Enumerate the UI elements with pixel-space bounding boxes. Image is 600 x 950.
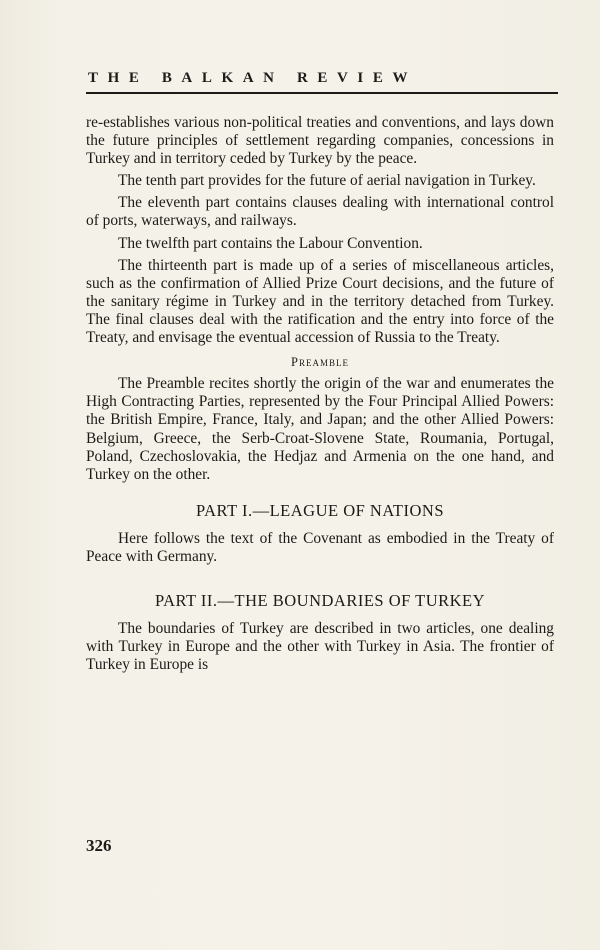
paragraph-league-of-nations: Here follows the text of the Covenant as embodied in the Treaty of Peace with Germany. (86, 529, 554, 565)
paragraph-twelfth-part: The twelfth part contains the Labour Convention. (118, 234, 423, 252)
paragraph-boundaries: The boundaries of Turkey are described in two articles, one dealing with Turkey in Europe and the other with Turkey in Asia. The frontier of Turkey in Europe is (86, 620, 554, 674)
paragraph-tenth-part: The tenth part provides for the future of aerial navigation in Turkey. (118, 172, 536, 190)
page-number: 326 (86, 836, 112, 855)
running-header: THE BALKAN REVIEW (88, 70, 418, 86)
paragraph-preamble: The Preamble recites shortly the origin of the war and enumerates the High Contracting Parties, represented by the Four Principal Allied Powers: the British Empire, France, Italy, and Japan; and the other Allied Powers: Belgium, Greece, the Serb-Croat-Slovene State, Roumania, Portugal, Poland, Czechoslovakia, the Hedjaz and Armenia on the one hand, and Turkey on the other. (86, 375, 554, 483)
paragraph-thirteenth-part: The thirteenth part is made up of a series of miscellaneous articles, such as the confirmation of Allied Prize Court decisions, and the future of the sanitary régime in Turkey and in the territory detached from Turkey. The final clauses deal with the ratification and the entry into force of the Treaty, and envisage the eventual accession of Russia to the Treaty. (86, 256, 554, 347)
section-heading-preamble: Preamble (291, 355, 349, 370)
header-rule (86, 92, 558, 94)
paragraph-eleventh-part: The eleventh part contains clauses dealing with international control of ports, waterways, and railways. (86, 194, 554, 230)
section-heading-part-2: PART II.—THE BOUNDARIES OF TURKEY (154, 591, 486, 611)
section-heading-part-1: PART I.—LEAGUE OF NATIONS (195, 500, 445, 520)
paragraph-continuation: re-establishes various non-political treaties and conventions, and lays down the future principles of settlement regarding companies, concessions in Turkey and in territory ceded by Turkey by the peace. (86, 114, 554, 168)
page-body (86, 114, 554, 674)
